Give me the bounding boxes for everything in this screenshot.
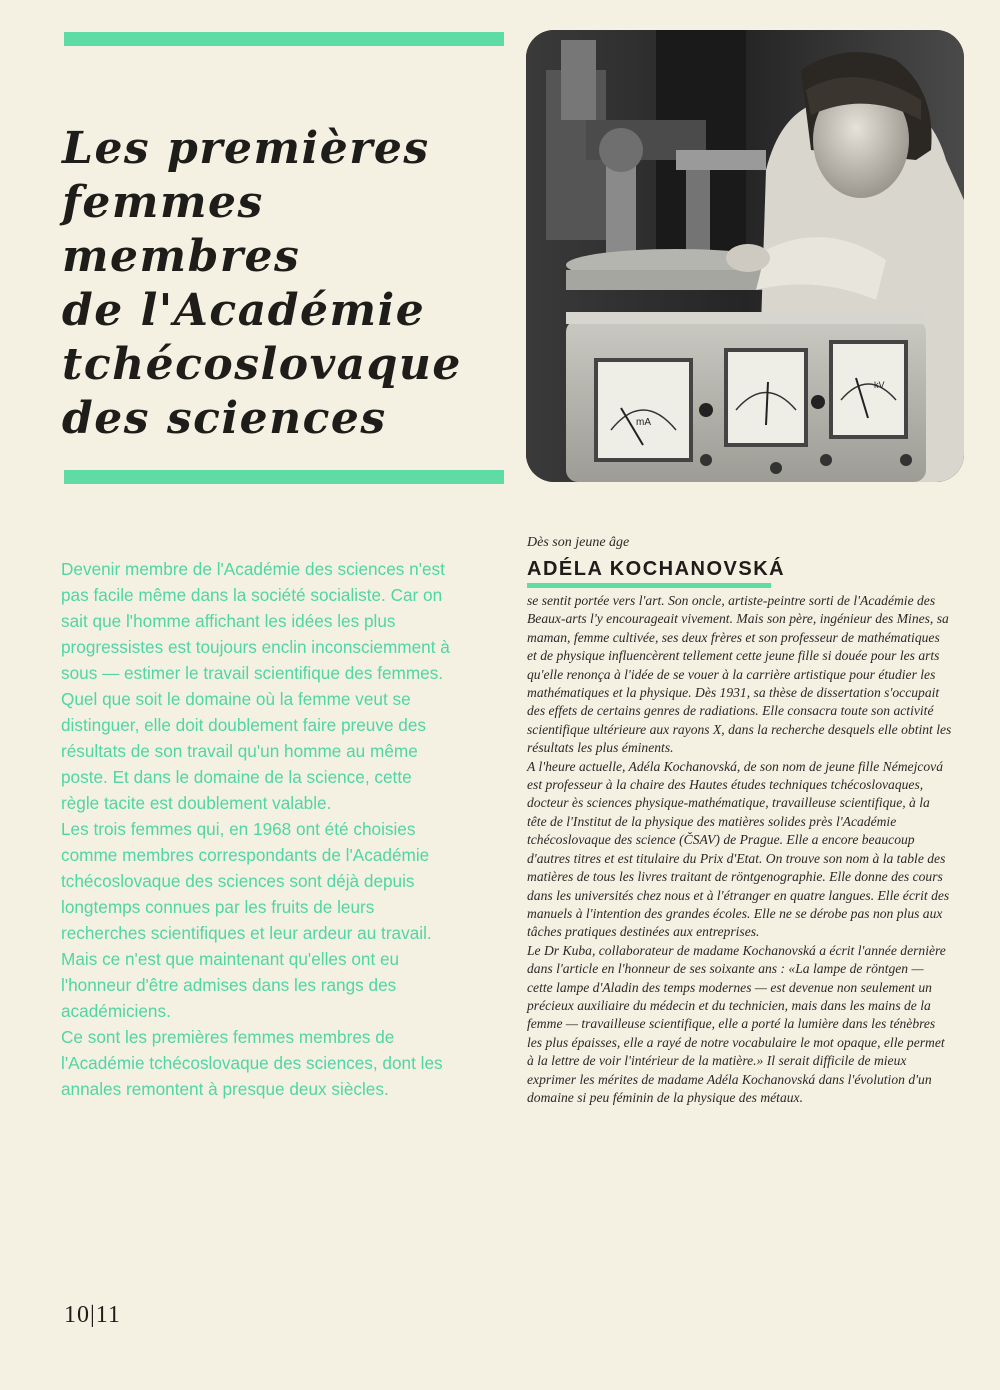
page-number: 10|11 bbox=[64, 1302, 121, 1328]
article-heading-name: ADÉLA KOCHANOVSKÁ bbox=[527, 558, 786, 580]
heading-underline bbox=[527, 583, 771, 588]
intro-paragraph: Les trois femmes qui, en 1968 ont été choisies comme membres correspondants de l'Académie tchécoslovaque des sciences sont déjà depuis longtemps connues par les fruits de leurs recherches scientifiques et leur ardeur au travail. Mais ce n'est que maintenant qu'elles ont eu l'honneur d'être admises dans les rangs des académiciens. bbox=[61, 819, 432, 1021]
scientist-photo bbox=[526, 30, 964, 482]
article-body bbox=[527, 592, 952, 1107]
intro-text bbox=[61, 556, 451, 1102]
accent-bar-top bbox=[64, 32, 504, 46]
article-paragraph: se sentit portée vers l'art. Son oncle, artiste-peintre sorti de l'Académie des Beaux-arts l'y encourageait vivement. Mais son père, ingénieur des Mines, sa maman, femme cultivée, ses deux frères et son professeur de mathématiques et de physique influencèrent tellement cette jeune fille si douée pour les arts qu'elle renonça à l'idée de se vouer à la carrière artistique pour étudier les mathématiques et la physique. Dès 1931, sa thèse de dissertation s'occupait des effets de certains genres de radiations. Elle consacra toute son activité scientifique ultérieure aux rayons X, dans la recherche desquels elle obtint les résultats les plus éminents. bbox=[527, 593, 952, 756]
meter-middle bbox=[726, 350, 806, 445]
article-paragraph: A l'heure actuelle, Adéla Kochanovská, de son nom de jeune fille Némejcová est professeur à la chaire des Hautes études techniques tchécoslovaques, docteur ès sciences physique-mathématique, travailleuse scientifique, à la tête de l'Institut de la physique des matières solides près l'Académie tchécoslovaque des science (ČSAV) de Prague. Elle a encore beaucoup d'autres titres et est titulaire du Prix d'Etat. On trouve son nom à la table des matières de tous les livres traitant de röntgenographie. Elle donne des cours dans les universités chez nous et à l'étranger en quatre langues. Elle écrit des manuels à l'intention des grandes écoles. Elle ne se dérobe pas non plus aux tâches pratiques destinées aux entreprises. bbox=[527, 758, 950, 940]
page-title: Les premières femmes membres de l'Académie tchécoslovaque des sciences bbox=[62, 123, 462, 444]
scientist-at-xray-apparatus-illustration bbox=[526, 30, 964, 482]
intro-paragraph: Devenir membre de l'Académie des sciences n'est pas facile même dans la société socialiste. Car on sait que l'homme affichant les idées les plus progressistes est toujours enclin inconsciemment à sous — estimer le travail scientifique des femmes. Quel que soit le domaine où la femme veut se distinguer, elle doit doublement faire preuve des résultats de son travail qu'un homme au même poste. Et dans le domaine de la science, cette règle tacite est doublement valable. bbox=[61, 559, 450, 813]
meter-ma bbox=[596, 360, 691, 460]
meter-kv-label: kV bbox=[874, 380, 885, 390]
article-paragraph: Le Dr Kuba, collaborateur de madame Kochanovská a écrit l'année dernière dans l'article en l'honneur de ses soixante ans : «La lampe de röntgen — cette lampe d'Aladin des temps modernes — est devenue non seulement un précieux auxiliaire du médecin et du technicien, mais dans les mains de la femme — travailleuse scientifique, elle a porté la lumière dans les ténèbres les plus épaisses, elle a rayé de notre vocabulaire le mot opaque, elle permet à la lettre de voir l'intérieur de la matière.» Il serait difficile de mieux exprimer les mérites de madame Adéla Kochanovská dans l'évolution d'un domaine si peu féminin de la physique des métaux. bbox=[527, 942, 946, 1105]
meter-ma-label: mA bbox=[636, 417, 651, 428]
meter-kv bbox=[831, 342, 906, 437]
accent-bar-bottom bbox=[64, 470, 504, 484]
article-kicker: Dès son jeune âge bbox=[527, 535, 630, 550]
intro-paragraph: Ce sont les premières femmes membres de l'Académie tchécoslovaque des sciences, dont les annales remontent à presque deux siècles. bbox=[61, 1027, 443, 1099]
